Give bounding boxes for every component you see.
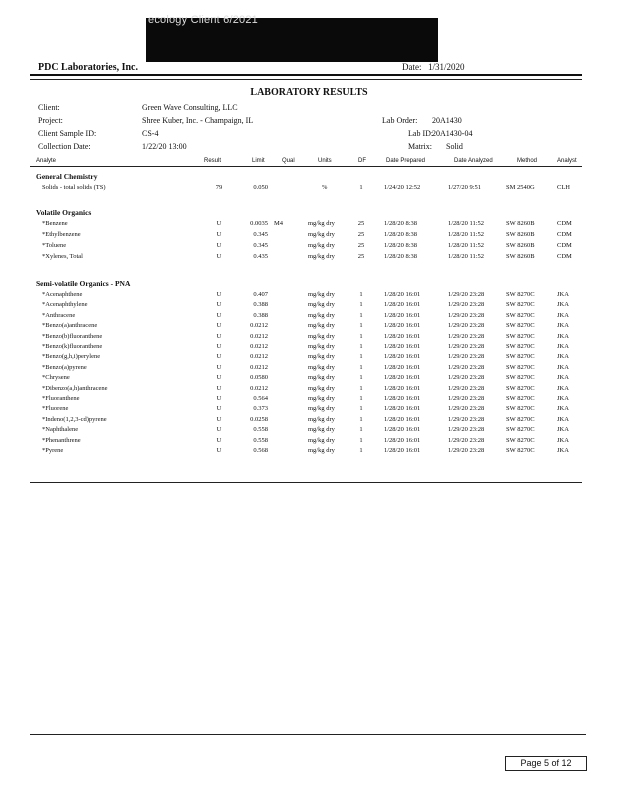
cell-analyst: JKA: [557, 395, 569, 402]
col-analyzed: Date Analyzed: [454, 158, 493, 164]
client-label: Client:: [38, 103, 60, 112]
cell-limit: 0.388: [253, 311, 268, 319]
cell-units: mg/kg dry: [308, 343, 335, 350]
cell-df: 1: [359, 363, 363, 371]
lab-name: PDC Laboratories, Inc.: [38, 62, 138, 73]
page-number-box: Page 5 of 12: [505, 756, 587, 771]
cell-units: mg/kg dry: [308, 332, 335, 340]
cell-result: U: [216, 353, 222, 361]
cell-units: mg/kg dry: [308, 415, 335, 423]
cell-prepared: 1/28/20 16:01: [384, 447, 421, 454]
col-analyst: Analyst: [557, 158, 577, 164]
project-value: Shree Kuber, Inc. - Champaign, IL: [142, 116, 254, 125]
cell-df: 1: [359, 384, 363, 392]
cell-prepared: 1/28/20 8:38: [384, 220, 418, 227]
cell-limit: 0.0212: [250, 384, 268, 392]
cell-result: U: [216, 363, 222, 371]
cell-method: SW 8270C: [506, 374, 535, 382]
redaction-overlay-text: ecology Client 6/2021: [148, 14, 258, 26]
cell-limit: 0.0258: [250, 415, 268, 423]
cell-analyst: JKA: [557, 436, 569, 444]
cell-method: SW 8270C: [506, 447, 535, 454]
col-result: Result: [204, 158, 222, 164]
cell-analyte: *Phenanthrene: [42, 436, 81, 444]
table-row: [0, 405, 618, 415]
cell-method: SW 8260B: [506, 242, 535, 249]
cell-df: 1: [359, 343, 363, 350]
cell-analyte: *Toluene: [42, 242, 67, 249]
cell-analyzed: 1/28/20 11:52: [448, 231, 485, 238]
cell-method: SW 8270C: [506, 343, 535, 350]
cell-df: 1: [359, 332, 363, 340]
project-label: Project:: [38, 116, 63, 125]
cell-prepared: 1/28/20 16:01: [384, 384, 421, 392]
cell-limit: 0.407: [253, 291, 268, 298]
cell-result: U: [216, 405, 222, 413]
cell-result: U: [216, 242, 222, 249]
table-row: [0, 353, 618, 363]
cell-prepared: 1/28/20 16:01: [384, 415, 421, 423]
cell-analyst: JKA: [557, 291, 569, 298]
cell-analyte: *Benzo(a)anthracene: [42, 322, 98, 330]
lab-order-label: Lab Order:: [382, 116, 418, 125]
cell-units: mg/kg dry: [308, 447, 335, 454]
cell-prepared: 1/28/20 16:01: [384, 353, 421, 361]
cell-df: 1: [359, 291, 363, 298]
cell-analyzed: 1/29/20 23:28: [448, 291, 485, 298]
cell-method: SM 2540G: [506, 184, 535, 191]
cell-analyzed: 1/29/20 23:28: [448, 332, 485, 340]
section-title: General Chemistry: [36, 172, 98, 181]
cell-limit: 0.564: [253, 395, 268, 402]
cell-df: 1: [359, 436, 363, 444]
matrix-value: Solid: [446, 142, 463, 151]
cell-limit: 0.558: [253, 426, 268, 434]
cell-df: 25: [357, 220, 365, 227]
col-limit: Limit: [252, 158, 265, 164]
cell-analyte: *Fluoranthene: [42, 395, 80, 402]
cell-prepared: 1/28/20 16:01: [384, 332, 421, 340]
cell-analyzed: 1/29/20 23:28: [448, 405, 485, 413]
cell-analyte: *Acenaphthene: [42, 291, 83, 298]
cell-units: mg/kg dry: [308, 426, 335, 434]
cell-method: SW 8260B: [506, 220, 535, 227]
cell-analyst: JKA: [557, 384, 569, 392]
cell-analyst: CDM: [557, 253, 572, 260]
cell-analyst: JKA: [557, 353, 569, 361]
cell-analyzed: 1/27/20 9:51: [448, 184, 482, 191]
cell-limit: 0.345: [253, 231, 268, 238]
cell-analyzed: 1/29/20 23:28: [448, 395, 485, 402]
cell-analyst: CDM: [557, 220, 572, 227]
cell-analyzed: 1/29/20 23:28: [448, 436, 485, 444]
col-qual: Qual: [282, 158, 295, 164]
cell-units: mg/kg dry: [308, 374, 335, 382]
date-value: 1/31/2020: [428, 62, 465, 72]
cell-units: mg/kg dry: [308, 253, 335, 260]
cell-df: 1: [359, 395, 363, 402]
table-row: [0, 395, 618, 405]
cell-units: mg/kg dry: [308, 231, 335, 238]
section-title: Volatile Organics: [36, 208, 92, 217]
sample-id-value: CS-4: [142, 129, 159, 138]
cell-analyte: *Dibenzo(a,h)anthracene: [42, 384, 108, 392]
cell-prepared: 1/28/20 16:01: [384, 291, 421, 298]
cell-result: U: [216, 220, 222, 227]
cell-analyzed: 1/29/20 23:28: [448, 363, 485, 371]
cell-method: SW 8270C: [506, 415, 535, 423]
cell-prepared: 1/28/20 16:01: [384, 405, 421, 413]
table-row: [0, 312, 618, 322]
cell-limit: 0.0035: [250, 220, 268, 227]
header-rule-thin: [30, 79, 582, 80]
cell-result: U: [216, 384, 222, 392]
cell-method: SW 8270C: [506, 426, 535, 434]
cell-method: SW 8270C: [506, 291, 535, 298]
cell-df: 1: [359, 353, 363, 361]
column-header-rule: [30, 166, 582, 167]
cell-units: mg/kg dry: [308, 363, 335, 371]
cell-result: U: [216, 253, 222, 260]
lab-id-label: Lab ID:: [408, 129, 434, 138]
cell-method: SW 8270C: [506, 332, 535, 340]
cell-method: SW 8270C: [506, 311, 535, 319]
cell-result: U: [216, 231, 222, 238]
cell-limit: 0.345: [253, 242, 268, 249]
table-row: [0, 416, 618, 426]
cell-limit: 0.558: [253, 436, 268, 444]
cell-limit: 0.0580: [250, 374, 268, 382]
header-rule: [30, 74, 582, 76]
cell-analyst: JKA: [557, 405, 569, 413]
collection-label: Collection Date:: [38, 142, 91, 151]
cell-analyst: CDM: [557, 242, 572, 249]
cell-df: 1: [359, 405, 363, 413]
cell-df: 1: [359, 184, 363, 191]
cell-analyzed: 1/29/20 23:28: [448, 384, 485, 392]
cell-df: 25: [357, 242, 365, 249]
cell-analyst: JKA: [557, 426, 569, 434]
cell-method: SW 8270C: [506, 384, 535, 392]
cell-units: mg/kg dry: [308, 395, 335, 402]
cell-analyzed: 1/28/20 11:52: [448, 253, 485, 260]
cell-analyte: *Benzo(k)fluoranthene: [42, 343, 103, 350]
table-row: [0, 242, 618, 252]
table-row: [0, 333, 618, 343]
cell-analyzed: 1/29/20 23:28: [448, 311, 485, 319]
cell-analyte: *Pyrene: [42, 447, 64, 454]
matrix-label: Matrix:: [408, 142, 432, 151]
cell-prepared: 1/28/20 8:38: [384, 253, 418, 260]
cell-analyzed: 1/29/20 23:28: [448, 374, 485, 382]
sample-id-label: Client Sample ID:: [38, 129, 97, 138]
cell-prepared: 1/28/20 16:01: [384, 363, 421, 371]
cell-df: 1: [359, 301, 363, 309]
cell-method: SW 8270C: [506, 322, 535, 330]
cell-analyzed: 1/29/20 23:28: [448, 447, 485, 454]
cell-df: 25: [357, 231, 365, 238]
cell-analyte: Solids - total solids (TS): [42, 184, 106, 191]
table-row: [0, 291, 618, 301]
cell-limit: 0.568: [253, 447, 268, 454]
cell-analyte: *Acenaphthylene: [42, 301, 88, 309]
cell-method: SW 8270C: [506, 353, 535, 361]
table-row: [0, 253, 618, 263]
cell-analyte: *Benzo(b)fluoranthene: [42, 332, 103, 340]
table-row: [0, 184, 618, 194]
cell-prepared: 1/28/20 16:01: [384, 426, 421, 434]
cell-analyst: CLH: [557, 184, 570, 191]
cell-limit: 0.0212: [250, 363, 268, 371]
page-title: LABORATORY RESULTS: [250, 87, 368, 98]
cell-df: 1: [359, 415, 363, 423]
cell-qual: M4: [274, 220, 284, 227]
cell-prepared: 1/28/20 16:01: [384, 436, 421, 444]
cell-analyst: JKA: [557, 301, 569, 309]
cell-analyzed: 1/28/20 11:52: [448, 220, 485, 227]
collection-value: 1/22/20 13:00: [142, 142, 187, 151]
cell-method: SW 8260B: [506, 231, 535, 238]
cell-method: SW 8270C: [506, 301, 535, 309]
date-label: Date:: [402, 62, 422, 72]
table-row: [0, 322, 618, 332]
cell-result: U: [216, 343, 222, 350]
lab-order-value: 20A1430: [432, 116, 462, 125]
cell-analyst: JKA: [557, 311, 569, 319]
col-df: DF: [358, 158, 366, 164]
table-row: [0, 220, 618, 230]
cell-limit: 0.0212: [250, 322, 268, 330]
cell-result: 79: [215, 184, 223, 191]
cell-units: mg/kg dry: [308, 353, 335, 361]
table-row: [0, 364, 618, 374]
cell-result: U: [216, 322, 222, 330]
cell-method: SW 8270C: [506, 395, 535, 402]
cell-analyzed: 1/28/20 11:52: [448, 242, 485, 249]
cell-df: 25: [357, 253, 365, 260]
cell-limit: 0.0212: [250, 332, 268, 340]
lab-id-value: 20A1430-04: [432, 129, 473, 138]
cell-method: SW 8260B: [506, 253, 535, 260]
cell-method: SW 8270C: [506, 405, 535, 413]
cell-result: U: [216, 436, 222, 444]
cell-limit: 0.0212: [250, 353, 268, 361]
cell-analyte: *Benzo(a)pyrene: [42, 363, 87, 371]
cell-result: U: [216, 311, 222, 319]
cell-df: 1: [359, 322, 363, 330]
cell-analyte: *Benzo(g,h,i)perylene: [42, 353, 101, 361]
table-row: [0, 374, 618, 384]
cell-result: U: [216, 291, 222, 298]
table-end-rule: [30, 482, 582, 483]
cell-limit: 0.0212: [250, 343, 268, 350]
cell-units: mg/kg dry: [308, 291, 335, 298]
cell-units: mg/kg dry: [308, 384, 335, 392]
cell-method: SW 8270C: [506, 436, 535, 444]
col-units: Units: [318, 158, 332, 164]
cell-result: U: [216, 301, 222, 309]
cell-units: mg/kg dry: [308, 311, 335, 319]
col-analyte: Analyte: [36, 158, 57, 164]
cell-result: U: [216, 395, 222, 402]
cell-units: mg/kg dry: [308, 301, 335, 309]
cell-prepared: 1/28/20 16:01: [384, 322, 421, 330]
table-row: [0, 447, 618, 457]
cell-analyst: JKA: [557, 415, 569, 423]
section-title: Semi-volatile Organics - PNA: [36, 279, 131, 288]
cell-analyst: JKA: [557, 332, 569, 340]
table-row: [0, 437, 618, 447]
cell-analyte: *Fluorene: [42, 405, 69, 413]
cell-analyst: JKA: [557, 363, 569, 371]
cell-prepared: 1/28/20 16:01: [384, 395, 421, 402]
cell-result: U: [216, 415, 222, 423]
cell-analyte: *Ethylbenzene: [42, 231, 81, 238]
cell-df: 1: [359, 311, 363, 319]
cell-units: mg/kg dry: [308, 405, 335, 413]
cell-result: U: [216, 374, 222, 382]
cell-analyte: *Anthracene: [42, 311, 76, 319]
cell-prepared: 1/28/20 8:38: [384, 242, 418, 249]
table-row: [0, 426, 618, 436]
cell-analyte: *Indeno(1,2,3-cd)pyrene: [42, 415, 107, 423]
cell-units: mg/kg dry: [308, 436, 335, 444]
cell-limit: 0.388: [253, 301, 268, 309]
cell-method: SW 8270C: [506, 363, 535, 371]
cell-analyte: *Benzene: [42, 220, 68, 227]
cell-analyte: *Xylenes, Total: [42, 253, 83, 260]
cell-result: U: [216, 426, 222, 434]
cell-prepared: 1/28/20 16:01: [384, 301, 421, 309]
client-value: Green Wave Consulting, LLC: [142, 103, 238, 112]
cell-prepared: 1/28/20 8:38: [384, 231, 418, 238]
col-method: Method: [517, 158, 538, 164]
cell-analyzed: 1/29/20 23:28: [448, 322, 485, 330]
cell-result: U: [216, 332, 222, 340]
cell-units: mg/kg dry: [308, 242, 335, 249]
cell-analyzed: 1/29/20 23:28: [448, 426, 485, 434]
table-row: [0, 231, 618, 241]
cell-prepared: 1/28/20 16:01: [384, 311, 421, 319]
cell-units: %: [322, 184, 328, 191]
cell-analyst: JKA: [557, 447, 569, 454]
cell-analyst: JKA: [557, 322, 569, 330]
footer-rule: [30, 734, 586, 735]
cell-analyzed: 1/29/20 23:28: [448, 301, 485, 309]
cell-prepared: 1/24/20 12:52: [384, 184, 421, 191]
cell-prepared: 1/28/20 16:01: [384, 374, 421, 382]
table-row: [0, 385, 618, 395]
cell-prepared: 1/28/20 16:01: [384, 343, 421, 350]
col-prepared: Date Prepared: [386, 158, 426, 164]
cell-limit: 0.050: [253, 184, 268, 191]
cell-limit: 0.373: [253, 405, 268, 413]
cell-units: mg/kg dry: [308, 322, 335, 330]
cell-df: 1: [359, 374, 363, 382]
cell-analyte: *Naphthalene: [42, 426, 79, 434]
cell-limit: 0.435: [253, 253, 268, 260]
cell-analyzed: 1/29/20 23:28: [448, 353, 485, 361]
cell-analyte: *Chrysene: [42, 374, 70, 382]
table-row: [0, 301, 618, 311]
table-row: [0, 343, 618, 353]
cell-analyst: JKA: [557, 374, 569, 382]
cell-result: U: [216, 447, 222, 454]
cell-analyst: CDM: [557, 231, 572, 238]
cell-units: mg/kg dry: [308, 220, 335, 227]
cell-df: 1: [359, 426, 363, 434]
cell-analyst: JKA: [557, 343, 569, 350]
cell-analyzed: 1/29/20 23:28: [448, 415, 485, 423]
cell-df: 1: [359, 447, 363, 454]
cell-analyzed: 1/29/20 23:28: [448, 343, 485, 350]
